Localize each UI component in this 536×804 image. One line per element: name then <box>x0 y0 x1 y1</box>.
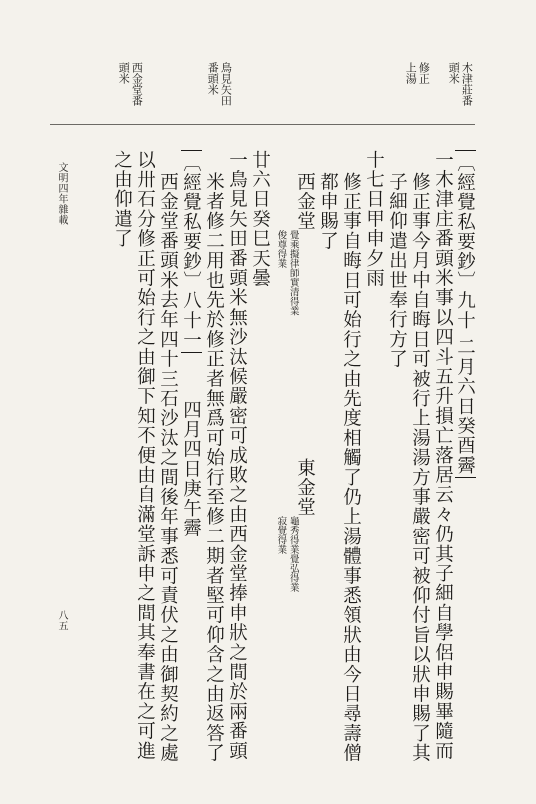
running-head-line: 修正 <box>417 62 431 84</box>
note-line: 龜秀得業覺弘得業 <box>287 516 299 592</box>
text-column-13: 西金堂番頭米去年四十三石沙汰之間後年事悉可責伏之由御契約之處 <box>157 172 179 763</box>
page-number: 八五 <box>56 610 67 631</box>
text-column-1 <box>455 150 474 478</box>
note-line: 寂覺得業 <box>275 516 287 554</box>
text-column-14: 以卅石分修正可始行之由御下知不便由自滿堂訴申之間其奉書在之可進 <box>134 150 156 761</box>
text-column-11: 米者修二用也先於修正者無爲可始行至修二期者堅可仰含之由返答了 <box>203 172 225 763</box>
note-saikondo <box>274 230 299 316</box>
date-heading: 十七日甲申夕雨 <box>363 150 385 288</box>
running-head-line: 頭米 <box>447 62 461 84</box>
text-column-7: 都申賜了 <box>317 172 339 251</box>
text-column-4: 子細仰遣出世奉行方了 <box>386 172 408 369</box>
running-head-tomi <box>206 62 232 106</box>
running-head-kizu <box>447 62 473 106</box>
source-citation: 〔經覺私要鈔〕八十一 <box>181 150 202 353</box>
running-head-saikondo <box>117 62 143 106</box>
note-tokondo <box>274 516 299 592</box>
note-line: 覺乘擬律師實清得業 <box>287 230 299 316</box>
running-head-line: 番頭米 <box>206 62 220 95</box>
text-column-3: 修正事今月中自晦日可被行上湯湯方事嚴密可被仰付旨以狀申賜了其 <box>409 172 431 763</box>
running-head-line: 上湯 <box>404 62 418 84</box>
text-column-15: 之由仰遣了 <box>111 150 133 249</box>
text-column-6: 修正事自晦日可始行之由先度相觸了仍上湯體事悉領狀由今日尋壽僧 <box>340 172 362 763</box>
running-head-line: 木津莊番 <box>460 62 474 106</box>
running-head-shusho <box>404 62 430 84</box>
running-head-line: 鳥見矢田 <box>219 62 233 106</box>
text-column-2: 一木津庄番頭米事以四斗五升損亡落居云々仍其子細自學侶申賜畢隨而 <box>432 150 454 761</box>
running-head-line: 頭米 <box>117 62 131 84</box>
source-citation: 〔經覺私要鈔〕九十 二月六日癸酉霽 <box>455 150 476 478</box>
era-label: 文明四年雜載 <box>56 162 67 225</box>
temple-name-saikondo: 西金堂 <box>294 172 316 232</box>
text-column-10: 一鳥見矢田番頭米無沙汰候嚴密可成敗之由西金堂捧申狀之間於兩番頭 <box>226 150 248 761</box>
temple-name-tokondo: 東金堂 <box>294 458 316 518</box>
text-column-12 <box>181 150 200 353</box>
running-head-line: 西金堂番 <box>130 62 144 106</box>
date-heading: 廿六日癸巳天曇 <box>249 150 271 288</box>
note-line: 俊尊得業 <box>275 230 287 268</box>
header-rule <box>50 124 475 125</box>
date-heading: 四月四日庚午霽 <box>180 400 202 538</box>
